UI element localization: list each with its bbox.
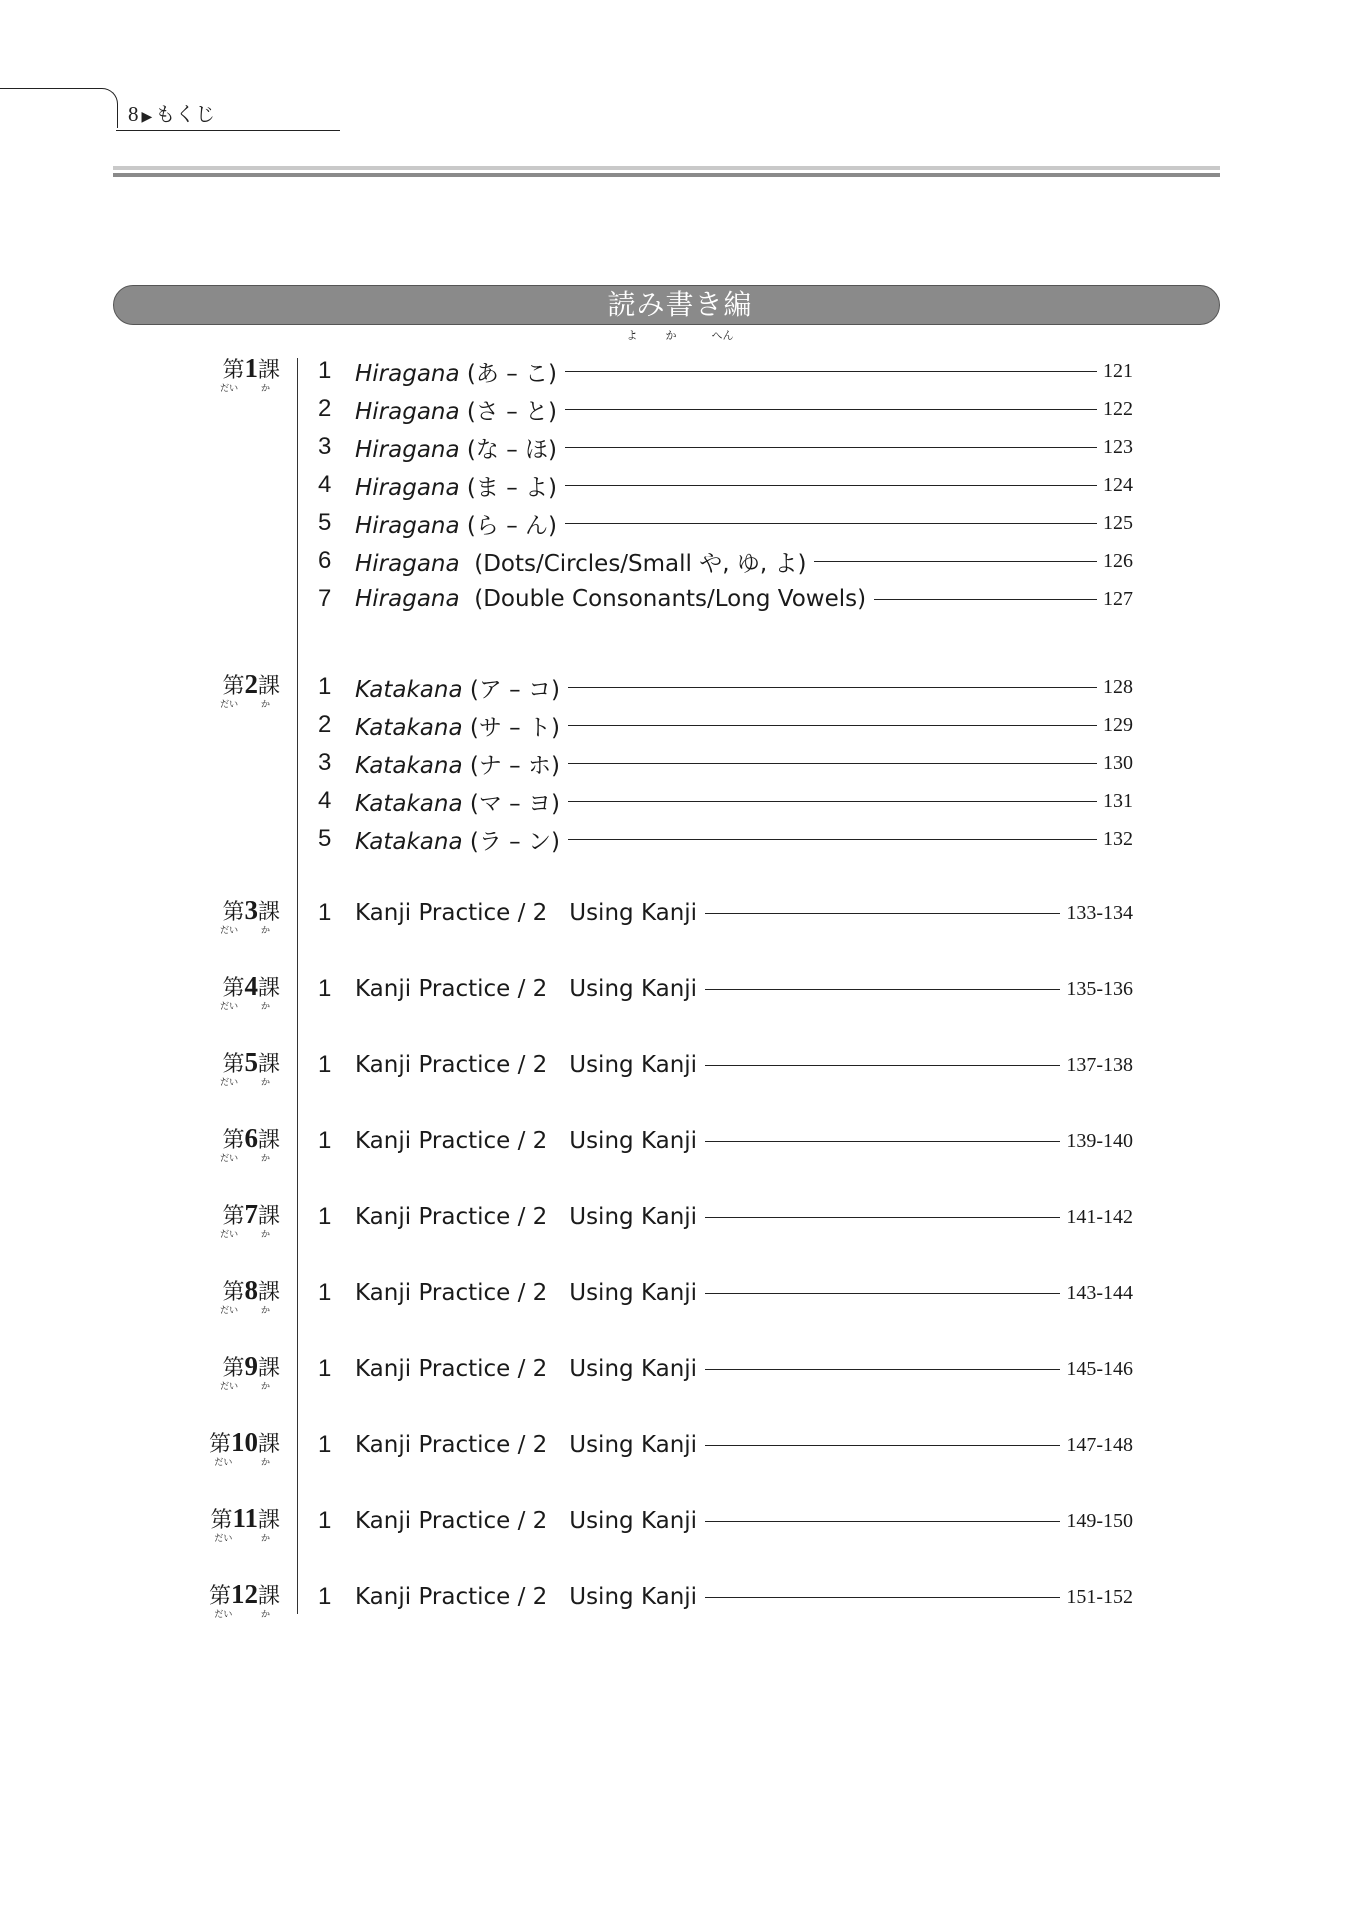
- lesson-suffix: 課: [257, 976, 280, 1001]
- toc-entry[interactable]: [318, 1050, 1133, 1080]
- entry-number: 6: [318, 547, 332, 574]
- entry-page-number: 123: [1103, 435, 1133, 458]
- toc-entry[interactable]: [318, 546, 1133, 576]
- lesson-label: [100, 1581, 280, 1620]
- lesson-prefix: 第: [222, 1128, 245, 1153]
- lesson-number: 7: [244, 1199, 258, 1229]
- entry-page-number: 124: [1103, 473, 1133, 496]
- entry-title: [355, 976, 705, 1002]
- lesson-prefix: 第: [222, 1204, 245, 1229]
- entry-page-number: 147-148: [1066, 1433, 1133, 1456]
- entry-number: 3: [318, 433, 332, 460]
- header-underline: [116, 130, 340, 131]
- lesson-prefix: 第: [222, 1280, 245, 1305]
- toc-entry[interactable]: [318, 898, 1133, 928]
- entry-title-italic: Hiragana: [355, 512, 460, 539]
- entry-title-text: Kanji Practice / 2 Using Kanji: [355, 900, 698, 926]
- toc-entry[interactable]: [318, 394, 1133, 424]
- entry-title-text: Kanji Practice / 2 Using Kanji: [355, 1432, 698, 1458]
- toc-entry[interactable]: [318, 1126, 1133, 1156]
- lesson-furigana: だい か: [220, 1306, 270, 1316]
- entry-title-italic: Katakana: [355, 752, 463, 779]
- toc-entry[interactable]: [318, 1582, 1133, 1612]
- entry-number: 1: [318, 1203, 332, 1230]
- lesson-label: [100, 1201, 280, 1240]
- entry-number: 1: [318, 1279, 332, 1306]
- lesson-heading: [100, 1049, 280, 1078]
- toc-entry[interactable]: [318, 1354, 1133, 1384]
- lesson-prefix: 第: [222, 358, 245, 383]
- lesson-heading: [100, 355, 280, 384]
- entry-title-text: Kanji Practice / 2 Using Kanji: [355, 976, 698, 1002]
- entry-page-number: 133-134: [1066, 901, 1133, 924]
- entry-title: [355, 586, 874, 612]
- entry-title: [355, 507, 565, 540]
- toc-entry[interactable]: [318, 672, 1133, 702]
- lesson-number: 8: [244, 1275, 258, 1305]
- entry-number: 1: [318, 1583, 332, 1610]
- entry-title-text: Kanji Practice / 2 Using Kanji: [355, 1204, 698, 1230]
- entry-title: [355, 1128, 705, 1154]
- lesson-label: [100, 1505, 280, 1544]
- lesson-heading: [100, 1429, 280, 1458]
- entry-page-number: 128: [1103, 675, 1133, 698]
- lesson-prefix: 第: [222, 1356, 245, 1381]
- lesson-number: 3: [244, 895, 258, 925]
- entry-title: [355, 1432, 705, 1458]
- header-tab-frame: [0, 88, 118, 128]
- entry-title-text: Kanji Practice / 2 Using Kanji: [355, 1052, 698, 1078]
- lesson-furigana: だい か: [220, 384, 270, 394]
- leader-line: [705, 1065, 1060, 1066]
- leader-line: [705, 1521, 1060, 1522]
- lesson-furigana: だい か: [220, 1230, 270, 1240]
- toc-entry[interactable]: [318, 1202, 1133, 1232]
- lesson-furigana: だい か: [214, 1610, 270, 1620]
- lesson-label: [100, 1125, 280, 1164]
- toc-entry[interactable]: [318, 748, 1133, 778]
- entry-title-text: Kanji Practice / 2 Using Kanji: [355, 1584, 698, 1610]
- entry-title-italic: Hiragana: [355, 360, 460, 387]
- entry-number: 1: [318, 899, 332, 926]
- entry-title-text: (サ – ト): [462, 714, 560, 741]
- leader-line: [705, 989, 1060, 990]
- lesson-furigana: だい か: [220, 1002, 270, 1012]
- toc-entry[interactable]: [318, 1430, 1133, 1460]
- entry-title: [355, 431, 565, 464]
- entry-title: [355, 545, 814, 578]
- leader-line: [705, 1217, 1060, 1218]
- entry-number: 2: [318, 711, 332, 738]
- entry-title-italic: Hiragana: [355, 550, 460, 577]
- entry-page-number: 143-144: [1066, 1281, 1133, 1304]
- entry-page-number: 127: [1103, 587, 1133, 610]
- leader-line: [705, 1141, 1060, 1142]
- entry-title-italic: Hiragana: [355, 586, 460, 612]
- toc-entry[interactable]: [318, 710, 1133, 740]
- entry-page-number: 129: [1103, 713, 1133, 736]
- entry-title-italic: Katakana: [355, 676, 463, 703]
- section-furigana: よ か へん: [626, 329, 734, 342]
- lesson-prefix: 第: [222, 674, 245, 699]
- lesson-number: 2: [244, 669, 258, 699]
- entry-title-text: (さ – と): [459, 398, 557, 425]
- lesson-heading: [100, 1353, 280, 1382]
- lesson-suffix: 課: [257, 1584, 280, 1609]
- lesson-furigana: だい か: [220, 700, 270, 710]
- toc-entry[interactable]: [318, 470, 1133, 500]
- lesson-label: [100, 1429, 280, 1468]
- entry-number: 4: [318, 471, 332, 498]
- entry-title: [355, 469, 565, 502]
- lesson-number: 4: [244, 971, 258, 1001]
- entry-title: [355, 900, 705, 926]
- lesson-prefix: 第: [208, 1584, 231, 1609]
- lesson-prefix: 第: [222, 976, 245, 1001]
- entry-page-number: 121: [1103, 359, 1133, 382]
- lesson-prefix: 第: [222, 900, 245, 925]
- entry-title-text: (ら – ん): [459, 512, 557, 539]
- lesson-label: [100, 1353, 280, 1392]
- lesson-label: [100, 1049, 280, 1088]
- lesson-furigana: だい か: [220, 926, 270, 936]
- leader-line: [565, 447, 1097, 448]
- leader-line: [565, 485, 1097, 486]
- leader-line: [565, 409, 1097, 410]
- entry-title: [355, 393, 565, 426]
- entry-title-text: (ま – よ): [459, 474, 557, 501]
- toc-entry[interactable]: [318, 1278, 1133, 1308]
- entry-number: 1: [318, 357, 332, 384]
- entry-page-number: 149-150: [1066, 1509, 1133, 1532]
- lesson-number: 12: [230, 1579, 258, 1609]
- lesson-heading: [100, 1201, 280, 1230]
- entry-number: 2: [318, 395, 332, 422]
- entry-page-number: 132: [1103, 827, 1133, 850]
- lesson-heading: [100, 1277, 280, 1306]
- lesson-suffix: 課: [257, 1052, 280, 1077]
- entry-page-number: 139-140: [1066, 1129, 1133, 1152]
- toc-entry[interactable]: [318, 786, 1133, 816]
- leader-line: [568, 839, 1097, 840]
- lesson-suffix: 課: [257, 674, 280, 699]
- entry-number: 3: [318, 749, 332, 776]
- leader-line: [568, 687, 1097, 688]
- entry-page-number: 141-142: [1066, 1205, 1133, 1228]
- entry-page-number: 151-152: [1066, 1585, 1133, 1608]
- toc-divider: [297, 358, 298, 1614]
- entry-number: 1: [318, 673, 332, 700]
- leader-line: [565, 523, 1097, 524]
- entry-page-number: 135-136: [1066, 977, 1133, 1000]
- entry-number: 5: [318, 509, 332, 536]
- entry-title-italic: Hiragana: [355, 436, 460, 463]
- lesson-number: 1: [244, 353, 258, 383]
- entry-number: 1: [318, 1355, 332, 1382]
- lesson-suffix: 課: [257, 1508, 280, 1533]
- entry-title: [355, 671, 568, 704]
- lesson-prefix: 第: [222, 1052, 245, 1077]
- lesson-number: 10: [230, 1427, 258, 1457]
- top-rule-light: [113, 166, 1220, 170]
- lesson-suffix: 課: [257, 1128, 280, 1153]
- entry-title: [355, 1204, 705, 1230]
- lesson-label: [100, 897, 280, 936]
- lesson-label: [100, 1277, 280, 1316]
- entry-title-text: Kanji Practice / 2 Using Kanji: [355, 1356, 698, 1382]
- entry-number: 7: [318, 585, 332, 612]
- entry-title: [355, 785, 568, 818]
- entry-title-text: Kanji Practice / 2 Using Kanji: [355, 1280, 698, 1306]
- lesson-suffix: 課: [257, 358, 280, 383]
- entry-title: [355, 747, 568, 780]
- lesson-suffix: 課: [257, 1432, 280, 1457]
- top-rule-dark: [113, 173, 1220, 177]
- entry-number: 1: [318, 1507, 332, 1534]
- lesson-furigana: だい か: [214, 1534, 270, 1544]
- lesson-furigana: だい か: [214, 1458, 270, 1468]
- lesson-suffix: 課: [257, 1204, 280, 1229]
- toc-entry[interactable]: [318, 974, 1133, 1004]
- lesson-furigana: だい か: [220, 1078, 270, 1088]
- entry-title-text: (ア – コ): [462, 676, 560, 703]
- lesson-heading: [100, 897, 280, 926]
- leader-line: [705, 1445, 1060, 1446]
- leader-line: [814, 561, 1097, 562]
- leader-line: [874, 599, 1097, 600]
- entry-page-number: 137-138: [1066, 1053, 1133, 1076]
- toc-entry[interactable]: [318, 584, 1133, 614]
- section-title: 読み書き編: [607, 288, 753, 321]
- entry-title-italic: Katakana: [355, 790, 463, 817]
- entry-page-number: 130: [1103, 751, 1133, 774]
- entry-title-text: (マ – ヨ): [462, 790, 560, 817]
- lesson-furigana: だい か: [220, 1382, 270, 1392]
- leader-line: [705, 1369, 1060, 1370]
- lesson-heading: [100, 1125, 280, 1154]
- entry-title-italic: Katakana: [355, 828, 463, 855]
- entry-title: [355, 1356, 705, 1382]
- entry-title-text: (Dots/Circles/Small や, ゆ, よ): [459, 550, 807, 577]
- entry-number: 1: [318, 975, 332, 1002]
- lesson-heading: [100, 671, 280, 700]
- header-title: もくじ: [155, 102, 216, 126]
- triangle-icon: ▶: [141, 109, 153, 125]
- leader-line: [568, 725, 1097, 726]
- entry-page-number: 131: [1103, 789, 1133, 812]
- leader-line: [705, 1597, 1060, 1598]
- entry-page-number: 126: [1103, 549, 1133, 572]
- leader-line: [705, 1293, 1060, 1294]
- running-header: [128, 98, 215, 127]
- entry-title: [355, 355, 565, 388]
- entry-page-number: 125: [1103, 511, 1133, 534]
- leader-line: [568, 801, 1097, 802]
- lesson-suffix: 課: [257, 900, 280, 925]
- entry-number: 4: [318, 787, 332, 814]
- entry-number: 1: [318, 1051, 332, 1078]
- lesson-number: 9: [244, 1351, 258, 1381]
- lesson-furigana: だい か: [220, 1154, 270, 1164]
- lesson-heading: [100, 1505, 280, 1534]
- entry-title-text: (ラ – ン): [462, 828, 560, 855]
- entry-number: 1: [318, 1127, 332, 1154]
- entry-page-number: 122: [1103, 397, 1133, 420]
- lesson-label: [100, 671, 280, 710]
- lesson-heading: [100, 1581, 280, 1610]
- toc-entry[interactable]: [318, 824, 1133, 854]
- lesson-prefix: 第: [208, 1432, 231, 1457]
- entry-title-text: (な – ほ): [459, 436, 557, 463]
- leader-line: [705, 913, 1060, 914]
- entry-number: 1: [318, 1431, 332, 1458]
- entry-title: [355, 823, 568, 856]
- entry-title-text: Kanji Practice / 2 Using Kanji: [355, 1508, 698, 1534]
- lesson-prefix: 第: [210, 1508, 233, 1533]
- toc-entry[interactable]: [318, 508, 1133, 538]
- entry-title-italic: Hiragana: [355, 474, 460, 501]
- toc-entry[interactable]: [318, 432, 1133, 462]
- lesson-number: 6: [244, 1123, 258, 1153]
- entry-title-text: Kanji Practice / 2 Using Kanji: [355, 1128, 698, 1154]
- lesson-label: [100, 355, 280, 394]
- entry-title-italic: Hiragana: [355, 398, 460, 425]
- lesson-label: [100, 973, 280, 1012]
- entry-title: [355, 1052, 705, 1078]
- toc-entry[interactable]: [318, 1506, 1133, 1536]
- entry-title-text: (Double Consonants/Long Vowels): [459, 586, 867, 612]
- entry-page-number: 145-146: [1066, 1357, 1133, 1380]
- lesson-number: 11: [232, 1503, 258, 1533]
- page-number: 8: [128, 102, 139, 126]
- entry-number: 5: [318, 825, 332, 852]
- entry-title-italic: Katakana: [355, 714, 463, 741]
- lesson-number: 5: [244, 1047, 258, 1077]
- entry-title: [355, 1280, 705, 1306]
- entry-title: [355, 1508, 705, 1534]
- entry-title-text: (あ – こ): [459, 360, 557, 387]
- entry-title: [355, 1584, 705, 1610]
- lesson-heading: [100, 973, 280, 1002]
- toc-entry[interactable]: [318, 356, 1133, 386]
- leader-line: [565, 371, 1097, 372]
- lesson-suffix: 課: [257, 1280, 280, 1305]
- lesson-suffix: 課: [257, 1356, 280, 1381]
- leader-line: [568, 763, 1097, 764]
- entry-title: [355, 709, 568, 742]
- entry-title-text: (ナ – ホ): [462, 752, 560, 779]
